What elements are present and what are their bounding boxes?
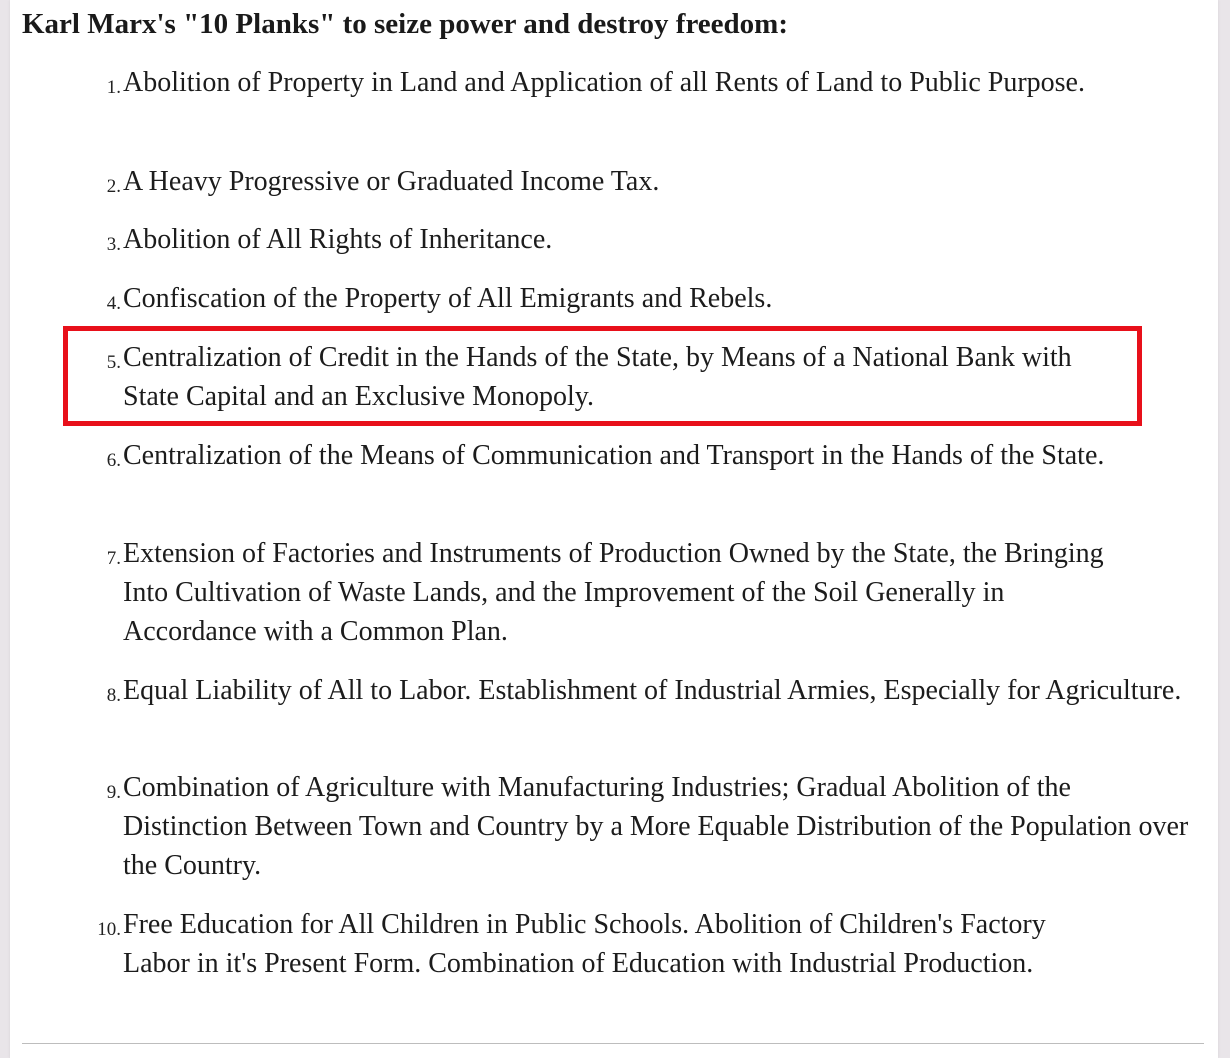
list-item-number: 5. (106, 352, 121, 373)
list-item-text: A Heavy Progressive or Graduated Income Tax. (123, 166, 660, 197)
list-item-number: 3. (106, 234, 121, 255)
list-item-number: 2. (106, 176, 121, 197)
list-item-text: Extension of Factories and Instruments of Production Owned by the State, the Bringing Into Cultivation of Waste Lands, and the Improvement of the Soil Generally in Accordance with a Common Plan. (123, 538, 1104, 647)
list-item-text: Confiscation of the Property of All Emigrants and Rebels. (123, 283, 773, 314)
list-item-text: Free Education for All Children in Public Schools. Abolition of Children's Factory Labor in it's Present Form. Combination of Education with Industrial Production. (123, 909, 1046, 979)
page-title: Karl Marx's "10 Planks" to seize power and destroy freedom: (22, 8, 788, 40)
list-item-number: 7. (106, 548, 121, 569)
list-item-number: 9. (106, 782, 121, 803)
list-item-number: 10. (97, 919, 121, 940)
list-item-text: Abolition of All Rights of Inheritance. (123, 224, 553, 255)
highlight-box (63, 326, 1142, 426)
list-item-text: Centralization of the Means of Communication and Transport in the Hands of the State. (123, 440, 1105, 471)
list-item-text: Centralization of Credit in the Hands of the State, by Means of a National Bank with State Capital and an Exclusive Monopoly. (123, 342, 1072, 412)
list-item-number: 6. (106, 450, 121, 471)
list-item-number: 1. (106, 77, 121, 98)
list-item-text: Combination of Agriculture with Manufacturing Industries; Gradual Abolition of the Distinction Between Town and Country by a More Equable Distribution of the Population over the Country. (123, 772, 1189, 881)
list-item-number: 8. (106, 685, 121, 706)
divider (22, 1043, 1204, 1044)
document-page (10, 0, 1218, 1058)
list-item-number: 4. (106, 293, 121, 314)
list-item-text: Abolition of Property in Land and Application of all Rents of Land to Public Purpose. (123, 67, 1085, 98)
list-item-text: Equal Liability of All to Labor. Establishment of Industrial Armies, Especially for Agriculture. (123, 675, 1182, 706)
